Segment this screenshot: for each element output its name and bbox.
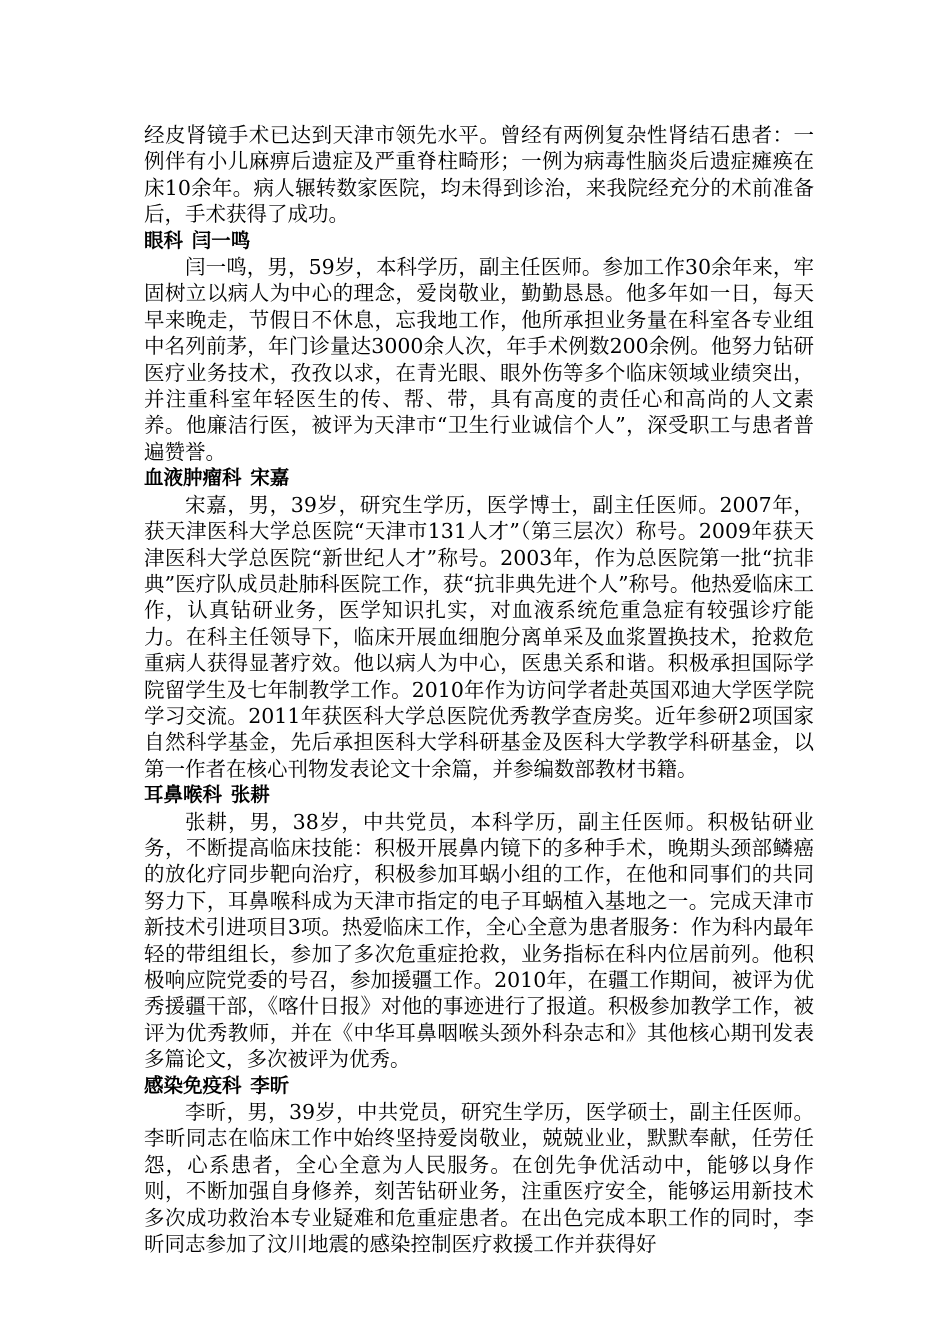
profile-paragraph-hematology-oncology: 宋嘉，男，39岁，研究生学历，医学博士，副主任医师。2007年，获天津医科大学总医院“天津市131人才”（第三层次）称号。2009年获天津医科大学总医院“新世纪人才”称号。2003年，作为总医院第一批“抗非典”医疗队成员赴肺科医院工作，获“抗非典先进个人”称号。他热爱临床工作，认真钻研业务，医学知识扎实，对血液系统危重急症有较强诊疗能力。在科主任领导下，临床开展血细胞分离单采及血浆置换技术，抢救危重病人获得显著疗效。他以病人为中心，医患关系和谐。积极承担国际学院留学生及七年制教学工作。2010年作为访问学者赴英国邓迪大学医学院学习交流。2011年获医科大学总医院优秀教学查房奖。近年参研2项国家自然科学基金，先后承担医科大学科研基金及医科大学教学科研基金，以第一作者在核心刊物发表论文十余篇，并参编数部教材书籍。 (144, 492, 814, 781)
doctor-name: 李昕 (250, 1073, 290, 1097)
department-name: 感染免疫科 (144, 1073, 242, 1097)
profile-paragraph-ophthalmology: 闫一鸣，男，59岁，本科学历，副主任医师。参加工作30余年来，牢固树立以病人为中心的理念，爱岗敬业，勤勤恳恳。他多年如一日，每天早来晚走，节假日不休息，忘我地工作，他所承担业务量在科室各专业组中名列前茅，年门诊量达3000余人次，年手术例数200余例。他努力钻研医疗业务技术，孜孜以求，在青光眼、眼外伤等多个临床领域业绩突出，并注重科室年轻医生的传、帮、带，具有高度的责任心和高尚的人文素养。他廉洁行医，被评为天津市“卫生行业诚信个人”，深受职工与患者普遍赞誉。 (144, 255, 814, 464)
doctor-name: 闫一鸣 (191, 228, 251, 252)
section-heading-ent (144, 782, 814, 808)
doctor-name: 宋嘉 (250, 466, 290, 490)
document-page (144, 122, 814, 1257)
continued-paragraph: 经皮肾镜手术已达到天津市领先水平。曾经有两例复杂性肾结石患者：一例伴有小儿麻痹后遗症及严重脊柱畸形；一例为病毒性脑炎后遗症瘫痪在床10余年。病人辗转数家医院，均未得到诊治，来我院经充分的术前准备后，手术获得了成功。 (144, 123, 814, 227)
doctor-name: 张耕 (230, 783, 270, 807)
department-name: 血液肿瘤科 (144, 466, 242, 490)
department-name: 耳鼻喉科 (144, 783, 223, 807)
section-heading-hematology-oncology (144, 465, 814, 491)
section-heading-ophthalmology (144, 228, 814, 254)
department-name: 眼科 (144, 228, 184, 252)
profile-paragraph-ent: 张耕，男，38岁，中共党员，本科学历，副主任医师。积极钻研业务，不断提高临床技能：积极开展鼻内镜下的多种手术，晚期头颈部鳞癌的放化疗同步靶向治疗，积极参加耳蜗小组的工作，在他和同事们的共同努力下，耳鼻喉科成为天津市指定的电子耳蜗植入基地之一。完成天津市新技术引进项目3项。热爱临床工作，全心全意为患者服务：作为科内最年轻的带组组长，参加了多次危重症抢救，业务指标在科内位居前列。他积极响应院党委的号召，参加援疆工作。2010年，在疆工作期间，被评为优秀援疆干部，《喀什日报》对他的事迹进行了报道。积极参加教学工作，被评为优秀教师，并在《中华耳鼻咽喉头颈外科杂志和》其他核心期刊发表多篇论文，多次被评为优秀。 (144, 809, 814, 1072)
profile-paragraph-infection-immunology: 李昕，男，39岁，中共党员，研究生学历，医学硕士，副主任医师。李昕同志在临床工作中始终坚持爱岗敬业，兢兢业业，默默奉献，任劳任怨，心系患者，全心全意为人民服务。在创先争优活动中，能够以身作则，不断加强自身修养，刻苦钻研业务，注重医疗安全，能够运用新技术多次成功救治本专业疑难和危重症患者。在出色完成本职工作的同时，李昕同志参加了汶川地震的感染控制医疗救援工作并获得好 (144, 1100, 814, 1257)
section-heading-infection-immunology (144, 1073, 814, 1099)
